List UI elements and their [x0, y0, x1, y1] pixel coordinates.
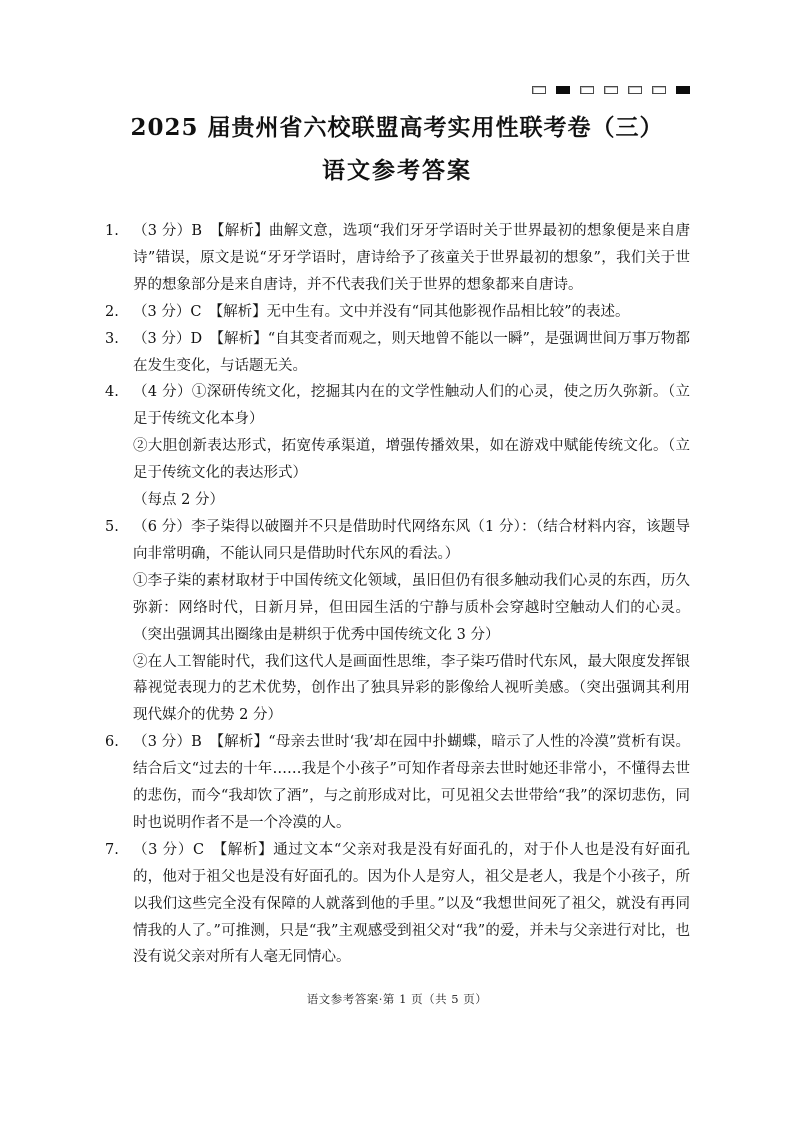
item-number: 5. — [105, 518, 119, 535]
registration-mark — [628, 86, 642, 94]
answer-paragraph: （3 分）C 【解析】无中生有。文中并没有“同其他影视作品相比较”的表述。 — [133, 303, 630, 320]
registration-mark — [652, 86, 666, 94]
answer-paragraph: （3 分）B 【解析】曲解文意，选项“我们牙牙学语时关于世界最初的想象便是来自唐诗”错误，原文是说“牙牙学语时，唐诗给予了孩童关于世界最初的想象”，我们关于世界的想象部分是来自唐诗，并不代表我们关于世界的想象都来自唐诗。 — [133, 223, 690, 293]
answer-item-1 — [105, 218, 690, 299]
item-number: 7. — [105, 841, 119, 858]
answer-paragraph: （3 分）B 【解析】“母亲去世时‘我’却在园中扑蝴蝶，暗示了人性的冷漠”赏析有误。结合后文“过去的十年……我是个小孩子”可知作者母亲去世时她还非常小，不懂得去世的悲伤，而今“我却饮了酒”，与之前形成对比，可见祖父去世带给“我”的深切悲伤，同时也说明作者不是一个冷漠的人。 — [133, 734, 690, 831]
answer-item-7 — [105, 837, 690, 972]
item-number: 6. — [105, 734, 119, 751]
answer-paragraph: （3 分）D 【解析】“自其变者而观之，则天地曾不能以一瞬”，是强调世间万事万物都在发生变化，与话题无关。 — [133, 330, 690, 374]
answer-paragraph: （4 分）①深研传统文化，挖掘其内在的文学性触动人们的心灵，使之历久弥新。（立足于传统文化本身） — [133, 384, 690, 428]
item-number: 2. — [105, 303, 119, 320]
answer-item-3 — [105, 326, 690, 380]
answer-paragraph: （3 分）C 【解析】通过文本“父亲对我是没有好面孔的，对于仆人也是没有好面孔的，他对于祖父也是没有好面孔的。因为仆人是穷人，祖父是老人，我是个小孩子，所以我们这些完全没有保障的人就落到他的手里。”以及“我想世间死了祖父，就没有再同情我的人了。”可推测，只是“我”主观感受到祖父对“我”的爱，并未与父亲进行对比，也没有说父亲对所有人毫无同情心。 — [133, 841, 690, 966]
answer-item-6 — [105, 729, 690, 837]
answer-item-2 — [105, 299, 690, 326]
answer-paragraph: ①李子柒的素材取材于中国传统文化领域，虽旧但仍有很多触动我们心灵的东西，历久弥新：网络时代，日新月异，但田园生活的宁静与质朴会穿越时空触动人们的心灵。（突出强调其出圈缘由是耕织于优秀中国传统文化 3 分） — [133, 572, 690, 643]
answer-paragraph: （6 分）李子柒得以破圈并不只是借助时代网络东风（1 分）：（结合材料内容，该题导向非常明确，不能认同只是借助时代东风的看法。） — [133, 518, 690, 562]
page-footer: 语文参考答案·第 1 页（共 5 页） — [306, 992, 488, 1006]
registration-mark — [604, 86, 618, 94]
answer-item-4 — [105, 379, 690, 514]
registration-mark — [556, 86, 570, 94]
document-subtitle: 语文参考答案 — [322, 157, 472, 184]
item-number: 3. — [105, 330, 119, 347]
item-number: 4. — [105, 384, 119, 401]
item-number: 1. — [105, 223, 119, 239]
answer-item-5 — [105, 514, 690, 729]
answer-paragraph: （每点 2 分） — [133, 492, 224, 509]
registration-mark — [676, 86, 690, 94]
answers-list — [105, 218, 690, 971]
document-title: 2025 届贵州省六校联盟高考实用性联考卷（三） — [130, 114, 664, 141]
answer-paragraph: ②大胆创新表达形式，拓宽传承渠道，增强传播效果，如在游戏中赋能传统文化。（立足于传统文化的表达形式） — [133, 438, 690, 482]
answer-paragraph: ②在人工智能时代，我们这代人是画面性思维，李子柒巧借时代东风，最大限度发挥银幕视觉表现力的艺术优势，创作出了独具异彩的影像给人视听美感。（突出强调其利用现代媒介的优势 2 分） — [133, 653, 690, 724]
registration-mark — [532, 86, 546, 94]
registration-mark — [580, 86, 594, 94]
registration-marks — [532, 86, 690, 94]
